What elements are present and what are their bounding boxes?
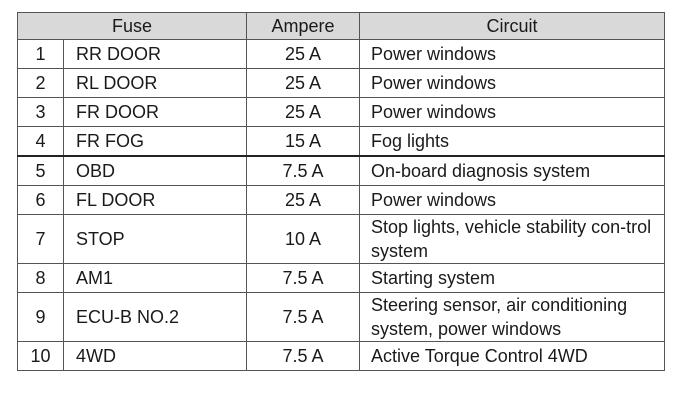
table-row bbox=[18, 215, 665, 264]
fuse-name: ECU-B NO.2 bbox=[64, 293, 247, 342]
fuse-circuit: Power windows bbox=[360, 98, 665, 127]
header-fuse: Fuse bbox=[18, 13, 247, 40]
fuse-circuit: Power windows bbox=[360, 40, 665, 69]
table-row bbox=[18, 98, 665, 127]
fuse-number: 2 bbox=[18, 69, 64, 98]
fuse-ampere: 7.5 A bbox=[247, 342, 360, 371]
header-ampere: Ampere bbox=[247, 13, 360, 40]
table-row bbox=[18, 127, 665, 157]
table-row bbox=[18, 186, 665, 215]
table-row bbox=[18, 342, 665, 371]
fuse-ampere: 7.5 A bbox=[247, 156, 360, 186]
fuse-circuit: Power windows bbox=[360, 186, 665, 215]
fuse-circuit: Steering sensor, air conditioning system, power windows bbox=[360, 293, 665, 342]
fuse-ampere: 25 A bbox=[247, 40, 360, 69]
table-row bbox=[18, 69, 665, 98]
fuse-number: 5 bbox=[18, 156, 64, 186]
fuse-circuit: Stop lights, vehicle stability con-trol system bbox=[360, 215, 665, 264]
fuse-ampere: 25 A bbox=[247, 98, 360, 127]
header-circuit: Circuit bbox=[360, 13, 665, 40]
fuse-circuit: Power windows bbox=[360, 69, 665, 98]
header-row bbox=[18, 13, 665, 40]
fuse-name: FR DOOR bbox=[64, 98, 247, 127]
fuse-number: 6 bbox=[18, 186, 64, 215]
fuse-name: RL DOOR bbox=[64, 69, 247, 98]
table-row bbox=[18, 293, 665, 342]
fuse-name: FR FOG bbox=[64, 127, 247, 157]
fuse-ampere: 25 A bbox=[247, 186, 360, 215]
fuse-circuit: On-board diagnosis system bbox=[360, 156, 665, 186]
fuse-number: 7 bbox=[18, 215, 64, 264]
table-row bbox=[18, 264, 665, 293]
fuse-circuit: Active Torque Control 4WD bbox=[360, 342, 665, 371]
fuse-name: OBD bbox=[64, 156, 247, 186]
fuse-name: FL DOOR bbox=[64, 186, 247, 215]
fuse-number: 8 bbox=[18, 264, 64, 293]
fuse-table bbox=[17, 12, 665, 371]
fuse-name: RR DOOR bbox=[64, 40, 247, 69]
fuse-number: 1 bbox=[18, 40, 64, 69]
fuse-circuit: Starting system bbox=[360, 264, 665, 293]
table-body bbox=[18, 40, 665, 371]
fuse-number: 9 bbox=[18, 293, 64, 342]
fuse-ampere: 7.5 A bbox=[247, 264, 360, 293]
fuse-name: STOP bbox=[64, 215, 247, 264]
fuse-ampere: 7.5 A bbox=[247, 293, 360, 342]
fuse-circuit: Fog lights bbox=[360, 127, 665, 157]
fuse-ampere: 25 A bbox=[247, 69, 360, 98]
fuse-number: 3 bbox=[18, 98, 64, 127]
fuse-ampere: 10 A bbox=[247, 215, 360, 264]
fuse-number: 4 bbox=[18, 127, 64, 157]
fuse-number: 10 bbox=[18, 342, 64, 371]
fuse-name: AM1 bbox=[64, 264, 247, 293]
fuse-name: 4WD bbox=[64, 342, 247, 371]
table-row bbox=[18, 156, 665, 186]
table-header bbox=[18, 13, 665, 40]
fuse-ampere: 15 A bbox=[247, 127, 360, 157]
table-row bbox=[18, 40, 665, 69]
